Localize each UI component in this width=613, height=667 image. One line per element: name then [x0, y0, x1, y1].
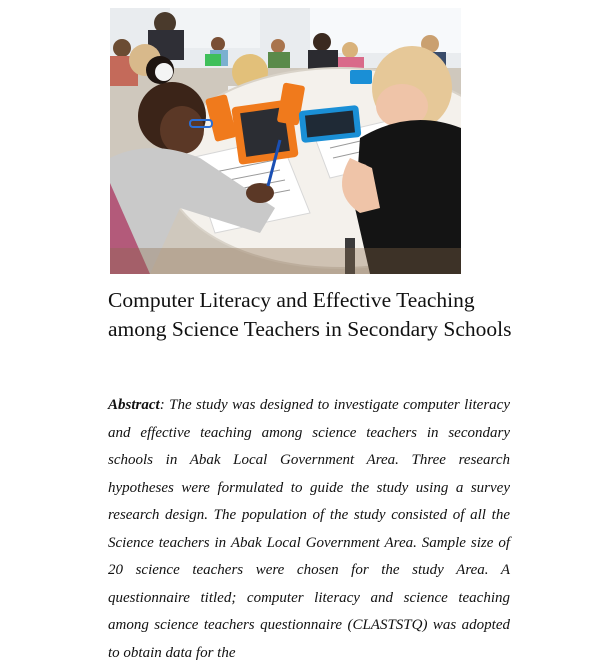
abstract-separator: : — [159, 397, 170, 413]
classroom-photo — [110, 8, 461, 274]
blue-tablet — [298, 105, 361, 143]
classroom-illustration — [110, 8, 461, 274]
abstract-text: The study was designed to investigate computer literacy and effective teaching among science teachers in secondary schools in Abak Local Government Area. Three research hypotheses were formulated to guide the study using a survey research design. The population of the study consisted of all the Science teachers in Abak Local Government Area. Sample size of 20 science teachers were chosen for the study Area. A questionnaire titled; computer literacy and science teaching among science teachers questionnaire (CLASTSTQ) was adopted to obtain data for the — [108, 397, 510, 661]
abstract-label: Abstract — [108, 397, 160, 413]
article-abstract — [108, 392, 510, 667]
article-title: Computer Literacy and Effective Teaching among Science Teachers in Secondary Schools — [108, 288, 512, 341]
